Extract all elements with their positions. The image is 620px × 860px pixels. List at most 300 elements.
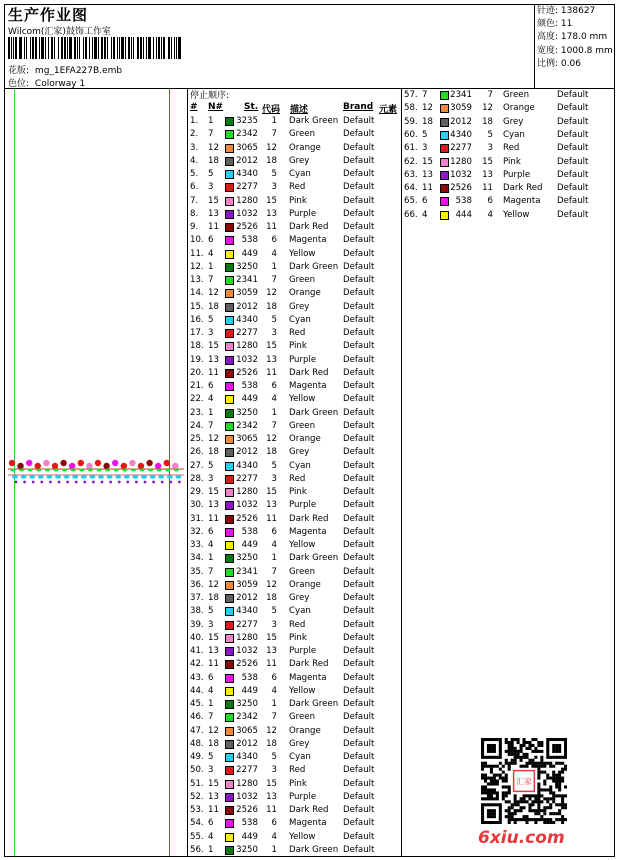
row-brand: Default bbox=[343, 434, 375, 444]
table-row bbox=[190, 513, 390, 526]
row-code: 18 bbox=[482, 116, 493, 127]
row-description: Grey bbox=[289, 301, 310, 312]
row-stitches: 2526 bbox=[236, 513, 258, 524]
row-needle: 4 bbox=[208, 394, 214, 405]
row-number: 19. bbox=[190, 354, 204, 365]
color-swatch bbox=[225, 727, 234, 736]
row-stitches: 3250 bbox=[236, 553, 258, 564]
row-needle: 18 bbox=[208, 593, 219, 603]
row-brand: Default bbox=[343, 566, 375, 577]
row-number: 46. bbox=[190, 712, 204, 723]
row-brand: Default bbox=[343, 460, 375, 471]
row-brand: Default bbox=[343, 752, 375, 762]
row-brand: Default bbox=[343, 208, 375, 219]
row-code: 15 bbox=[266, 778, 277, 789]
row-stitches: 3250 bbox=[236, 407, 258, 418]
row-description: Pink bbox=[289, 632, 307, 643]
table-row bbox=[190, 407, 390, 420]
col-num: # bbox=[190, 102, 198, 112]
row-number: 2. bbox=[190, 129, 199, 140]
row-stitches: 3059 bbox=[236, 579, 258, 590]
color-swatch bbox=[225, 833, 234, 842]
row-number: 53. bbox=[190, 805, 204, 815]
row-description: Magenta bbox=[289, 526, 327, 537]
stat-stitches: 针迹: 138627 bbox=[537, 6, 596, 16]
row-stitches: 4340 bbox=[236, 606, 258, 617]
row-stitches: 4340 bbox=[236, 752, 258, 762]
design-line bbox=[8, 63, 122, 76]
row-stitches: 2341 bbox=[236, 275, 258, 285]
row-code: 18 bbox=[266, 301, 277, 312]
row-brand: Default bbox=[343, 606, 375, 617]
row-stitches: 4340 bbox=[450, 129, 472, 140]
row-brand: Default bbox=[343, 526, 375, 537]
row-code: 6 bbox=[271, 672, 277, 683]
row-brand: Default bbox=[343, 367, 375, 378]
row-number: 43. bbox=[190, 672, 204, 683]
row-brand: Default bbox=[343, 513, 375, 524]
color-swatch bbox=[225, 568, 234, 577]
row-number: 6. bbox=[190, 182, 199, 193]
row-number: 21. bbox=[190, 381, 204, 391]
row-stitches: 2012 bbox=[236, 593, 258, 603]
table-row bbox=[404, 169, 604, 182]
stop-sequence-label: 停止顺序: bbox=[190, 91, 230, 101]
row-stitches: 2341 bbox=[236, 566, 258, 577]
row-stitches: 2526 bbox=[236, 659, 258, 670]
table-row bbox=[190, 168, 390, 181]
row-description: Dark Red bbox=[289, 659, 329, 670]
table-row bbox=[190, 208, 390, 221]
color-swatch bbox=[225, 144, 234, 153]
row-description: Cyan bbox=[289, 314, 311, 325]
row-description: Orange bbox=[289, 725, 321, 736]
col-element: 元素 bbox=[379, 105, 398, 115]
row-description: Purple bbox=[289, 208, 317, 219]
row-needle: 3 bbox=[208, 182, 214, 193]
row-code: 15 bbox=[482, 156, 493, 167]
row-code: 13 bbox=[266, 791, 277, 802]
row-stitches: 1280 bbox=[236, 632, 258, 643]
row-brand: Default bbox=[343, 593, 375, 603]
table-row bbox=[190, 566, 390, 579]
color-swatch bbox=[440, 118, 449, 127]
table-row bbox=[190, 605, 390, 618]
row-needle: 11 bbox=[208, 367, 219, 378]
table-row bbox=[190, 287, 390, 300]
row-brand: Default bbox=[343, 791, 375, 802]
color-swatch bbox=[225, 581, 234, 590]
row-code: 5 bbox=[271, 606, 277, 617]
color-swatch bbox=[225, 250, 234, 259]
row-number: 31. bbox=[190, 513, 204, 524]
color-swatch bbox=[225, 263, 234, 272]
row-code: 5 bbox=[271, 314, 277, 325]
table-row bbox=[190, 115, 390, 128]
table-row bbox=[404, 89, 604, 102]
row-code: 15 bbox=[266, 341, 277, 352]
row-needle: 11 bbox=[208, 513, 219, 524]
row-code: 15 bbox=[266, 487, 277, 497]
row-stitches: 2012 bbox=[236, 301, 258, 312]
color-swatch bbox=[225, 183, 234, 192]
row-description: Green bbox=[289, 129, 316, 140]
row-needle: 12 bbox=[208, 142, 219, 153]
qr-seal-text: 汇家 bbox=[516, 776, 532, 786]
row-description: Orange bbox=[289, 142, 321, 153]
row-brand: Default bbox=[557, 183, 589, 194]
row-number: 35. bbox=[190, 566, 204, 577]
row-stitches: 1032 bbox=[236, 500, 258, 511]
row-needle: 18 bbox=[422, 116, 433, 127]
row-description: Cyan bbox=[503, 129, 525, 140]
row-stitches: 3065 bbox=[236, 434, 258, 444]
color-swatch bbox=[225, 687, 234, 696]
table-row bbox=[190, 764, 390, 777]
color-swatch bbox=[225, 197, 234, 206]
row-code: 7 bbox=[271, 566, 277, 577]
qr-code bbox=[481, 738, 567, 824]
row-brand: Default bbox=[343, 301, 375, 312]
row-needle: 13 bbox=[208, 646, 219, 656]
row-stitches: 4340 bbox=[236, 169, 258, 179]
row-description: Green bbox=[503, 90, 530, 100]
row-brand: Default bbox=[343, 579, 375, 590]
row-brand: Default bbox=[343, 195, 375, 206]
row-number: 64. bbox=[404, 183, 418, 194]
row-code: 7 bbox=[271, 275, 277, 285]
row-number: 22. bbox=[190, 394, 204, 405]
row-number: 16. bbox=[190, 314, 204, 325]
row-stitches: 4340 bbox=[236, 460, 258, 471]
row-description: Purple bbox=[503, 169, 531, 180]
row-code: 3 bbox=[271, 473, 277, 484]
row-description: Dark Red bbox=[289, 805, 329, 815]
row-code: 1 bbox=[271, 407, 277, 418]
row-number: 18. bbox=[190, 341, 204, 352]
row-description: Magenta bbox=[289, 672, 327, 683]
col-code: 代码 bbox=[262, 105, 281, 115]
color-swatch bbox=[225, 660, 234, 669]
row-stitches: 538 bbox=[455, 196, 472, 207]
row-description: Grey bbox=[503, 116, 524, 127]
table-row bbox=[404, 195, 604, 208]
row-number: 62. bbox=[404, 156, 418, 167]
row-description: Dark Red bbox=[503, 183, 543, 194]
table-row bbox=[190, 181, 390, 194]
row-brand: Default bbox=[343, 288, 375, 299]
row-number: 11. bbox=[190, 248, 204, 259]
row-needle: 1 bbox=[208, 407, 214, 418]
row-needle: 1 bbox=[208, 116, 214, 126]
table-row bbox=[190, 539, 390, 552]
row-brand: Default bbox=[343, 699, 375, 709]
row-needle: 1 bbox=[208, 261, 214, 272]
stat-scale: 比例: 0.06 bbox=[537, 58, 581, 69]
row-description: Grey bbox=[289, 738, 310, 749]
table-row bbox=[190, 248, 390, 261]
row-number: 47. bbox=[190, 725, 204, 736]
row-description: Pink bbox=[289, 195, 307, 206]
row-brand: Default bbox=[343, 738, 375, 749]
row-code: 11 bbox=[266, 805, 277, 815]
color-swatch bbox=[440, 197, 449, 206]
row-code: 5 bbox=[271, 752, 277, 762]
row-stitches: 2277 bbox=[236, 473, 258, 484]
color-swatch bbox=[225, 289, 234, 298]
table-row bbox=[404, 156, 604, 169]
row-number: 28. bbox=[190, 473, 204, 484]
row-code: 3 bbox=[487, 143, 493, 154]
row-needle: 5 bbox=[422, 129, 428, 140]
row-description: Dark Red bbox=[289, 222, 329, 232]
row-code: 18 bbox=[266, 593, 277, 603]
table-row bbox=[190, 579, 390, 592]
row-code: 11 bbox=[266, 513, 277, 524]
color-swatch bbox=[225, 621, 234, 630]
color-swatch bbox=[225, 766, 234, 775]
row-needle: 5 bbox=[208, 606, 214, 617]
row-number: 39. bbox=[190, 619, 204, 630]
row-needle: 4 bbox=[422, 209, 428, 220]
row-number: 7. bbox=[190, 195, 199, 206]
row-number: 36. bbox=[190, 579, 204, 590]
row-brand: Default bbox=[343, 314, 375, 325]
embroidery-preview bbox=[8, 455, 184, 489]
row-description: Yellow bbox=[503, 209, 530, 220]
table-row bbox=[190, 155, 390, 168]
row-needle: 13 bbox=[208, 208, 219, 219]
row-stitches: 449 bbox=[241, 540, 258, 550]
row-description: Dark Green bbox=[289, 844, 339, 855]
row-brand: Default bbox=[343, 169, 375, 179]
color-swatch bbox=[225, 342, 234, 351]
row-needle: 3 bbox=[208, 328, 214, 338]
row-stitches: 3065 bbox=[236, 725, 258, 736]
color-swatch bbox=[440, 211, 449, 220]
row-code: 4 bbox=[271, 540, 277, 550]
row-code: 3 bbox=[271, 765, 277, 776]
table-row bbox=[190, 738, 390, 751]
row-description: Dark Green bbox=[289, 407, 339, 418]
color-swatch bbox=[225, 356, 234, 365]
color-swatch bbox=[225, 674, 234, 683]
row-needle: 15 bbox=[208, 487, 219, 497]
table-row bbox=[190, 234, 390, 247]
color-swatch bbox=[225, 276, 234, 285]
table-row bbox=[190, 380, 390, 393]
color-swatch bbox=[225, 846, 234, 855]
row-needle: 15 bbox=[422, 156, 433, 167]
row-needle: 7 bbox=[208, 566, 214, 577]
table-row bbox=[190, 142, 390, 155]
row-number: 12. bbox=[190, 261, 204, 272]
table-row bbox=[190, 791, 390, 804]
row-code: 4 bbox=[271, 685, 277, 696]
row-needle: 12 bbox=[208, 579, 219, 590]
row-number: 66. bbox=[404, 209, 418, 220]
row-needle: 18 bbox=[208, 738, 219, 749]
row-stitches: 1032 bbox=[236, 646, 258, 656]
row-description: Magenta bbox=[503, 196, 541, 207]
row-code: 4 bbox=[271, 394, 277, 405]
row-number: 32. bbox=[190, 526, 204, 537]
color-swatch bbox=[440, 184, 449, 193]
row-needle: 7 bbox=[208, 275, 214, 285]
row-number: 41. bbox=[190, 646, 204, 656]
color-swatch bbox=[440, 131, 449, 140]
color-swatch bbox=[225, 793, 234, 802]
table-row bbox=[404, 209, 604, 222]
row-description: Dark Green bbox=[289, 553, 339, 564]
table-row bbox=[190, 672, 390, 685]
row-brand: Default bbox=[343, 765, 375, 776]
color-swatch bbox=[440, 144, 449, 153]
row-number: 44. bbox=[190, 685, 204, 696]
row-brand: Default bbox=[343, 712, 375, 723]
row-number: 51. bbox=[190, 778, 204, 789]
color-swatch bbox=[225, 329, 234, 338]
row-stitches: 1032 bbox=[236, 208, 258, 219]
color-swatch bbox=[225, 448, 234, 457]
row-number: 5. bbox=[190, 169, 199, 179]
table-row bbox=[190, 420, 390, 433]
row-code: 18 bbox=[266, 738, 277, 749]
row-code: 13 bbox=[266, 354, 277, 365]
row-code: 6 bbox=[271, 526, 277, 537]
table-row bbox=[190, 658, 390, 671]
row-brand: Default bbox=[343, 261, 375, 272]
row-needle: 6 bbox=[422, 196, 428, 207]
table-row bbox=[190, 698, 390, 711]
row-needle: 6 bbox=[208, 381, 214, 391]
row-brand: Default bbox=[343, 646, 375, 656]
row-needle: 5 bbox=[208, 169, 214, 179]
row-needle: 6 bbox=[208, 672, 214, 683]
row-stitches: 1280 bbox=[450, 156, 472, 167]
row-code: 11 bbox=[482, 183, 493, 194]
row-needle: 11 bbox=[422, 183, 433, 194]
row-description: Pink bbox=[289, 778, 307, 789]
color-swatch bbox=[225, 806, 234, 815]
row-needle: 12 bbox=[422, 103, 433, 114]
row-needle: 12 bbox=[208, 434, 219, 444]
row-stitches: 3250 bbox=[236, 261, 258, 272]
row-needle: 7 bbox=[208, 129, 214, 140]
color-swatch bbox=[225, 170, 234, 179]
row-brand: Default bbox=[343, 222, 375, 232]
row-description: Dark Red bbox=[289, 367, 329, 378]
row-code: 4 bbox=[271, 831, 277, 842]
color-swatch bbox=[225, 541, 234, 550]
row-stitches: 449 bbox=[241, 831, 258, 842]
row-brand: Default bbox=[343, 831, 375, 842]
row-number: 17. bbox=[190, 328, 204, 338]
row-stitches: 538 bbox=[241, 381, 258, 391]
row-description: Grey bbox=[289, 447, 310, 458]
row-stitches: 444 bbox=[455, 209, 472, 220]
row-code: 7 bbox=[271, 129, 277, 140]
row-brand: Default bbox=[343, 275, 375, 285]
row-description: Purple bbox=[289, 354, 317, 365]
row-needle: 7 bbox=[208, 420, 214, 431]
row-code: 5 bbox=[487, 129, 493, 140]
table-row bbox=[404, 142, 604, 155]
table-row bbox=[190, 725, 390, 738]
row-stitches: 449 bbox=[241, 685, 258, 696]
table-row bbox=[190, 460, 390, 473]
row-code: 11 bbox=[266, 659, 277, 670]
row-number: 65. bbox=[404, 196, 418, 207]
row-stitches: 2526 bbox=[236, 805, 258, 815]
row-number: 4. bbox=[190, 155, 199, 166]
table-row bbox=[404, 102, 604, 115]
row-code: 18 bbox=[266, 155, 277, 166]
row-number: 30. bbox=[190, 500, 204, 511]
row-code: 18 bbox=[266, 447, 277, 458]
color-swatch bbox=[225, 435, 234, 444]
row-stitches: 449 bbox=[241, 394, 258, 405]
row-stitches: 2526 bbox=[450, 183, 472, 194]
color-swatch bbox=[225, 475, 234, 484]
table-row bbox=[190, 393, 390, 406]
row-code: 12 bbox=[266, 579, 277, 590]
row-description: Red bbox=[289, 765, 306, 776]
preview-divider bbox=[187, 88, 188, 857]
color-swatch bbox=[440, 91, 449, 100]
table-row bbox=[190, 552, 390, 565]
row-brand: Default bbox=[557, 90, 589, 100]
row-description: Cyan bbox=[289, 752, 311, 762]
stat-width: 宽度: 1000.8 mm bbox=[537, 45, 613, 56]
row-needle: 1 bbox=[208, 553, 214, 564]
row-stitches: 3059 bbox=[236, 288, 258, 299]
row-number: 56. bbox=[190, 844, 204, 855]
row-brand: Default bbox=[557, 169, 589, 180]
row-needle: 11 bbox=[208, 659, 219, 670]
row-needle: 13 bbox=[208, 500, 219, 511]
row-stitches: 538 bbox=[241, 818, 258, 829]
row-stitches: 3250 bbox=[236, 699, 258, 709]
row-brand: Default bbox=[343, 487, 375, 497]
row-number: 38. bbox=[190, 606, 204, 617]
row-stitches: 2342 bbox=[236, 420, 258, 431]
row-stitches: 3059 bbox=[450, 103, 472, 114]
row-stitches: 2526 bbox=[236, 222, 258, 232]
color-swatch bbox=[225, 422, 234, 431]
row-needle: 1 bbox=[208, 699, 214, 709]
row-code: 12 bbox=[266, 725, 277, 736]
row-needle: 3 bbox=[422, 143, 428, 154]
page-title: 生产作业图 bbox=[8, 6, 89, 24]
row-number: 10. bbox=[190, 235, 204, 246]
row-description: Dark Red bbox=[289, 513, 329, 524]
row-needle: 4 bbox=[208, 831, 214, 842]
table-row bbox=[190, 128, 390, 141]
row-brand: Default bbox=[343, 844, 375, 855]
row-brand: Default bbox=[343, 381, 375, 391]
row-code: 5 bbox=[271, 460, 277, 471]
table-row bbox=[190, 195, 390, 208]
row-needle: 18 bbox=[208, 447, 219, 458]
row-number: 63. bbox=[404, 169, 418, 180]
row-code: 1 bbox=[271, 844, 277, 855]
row-number: 58. bbox=[404, 103, 418, 114]
table-row bbox=[190, 619, 390, 632]
row-code: 1 bbox=[271, 261, 277, 272]
row-description: Pink bbox=[289, 341, 307, 352]
row-needle: 18 bbox=[208, 155, 219, 166]
